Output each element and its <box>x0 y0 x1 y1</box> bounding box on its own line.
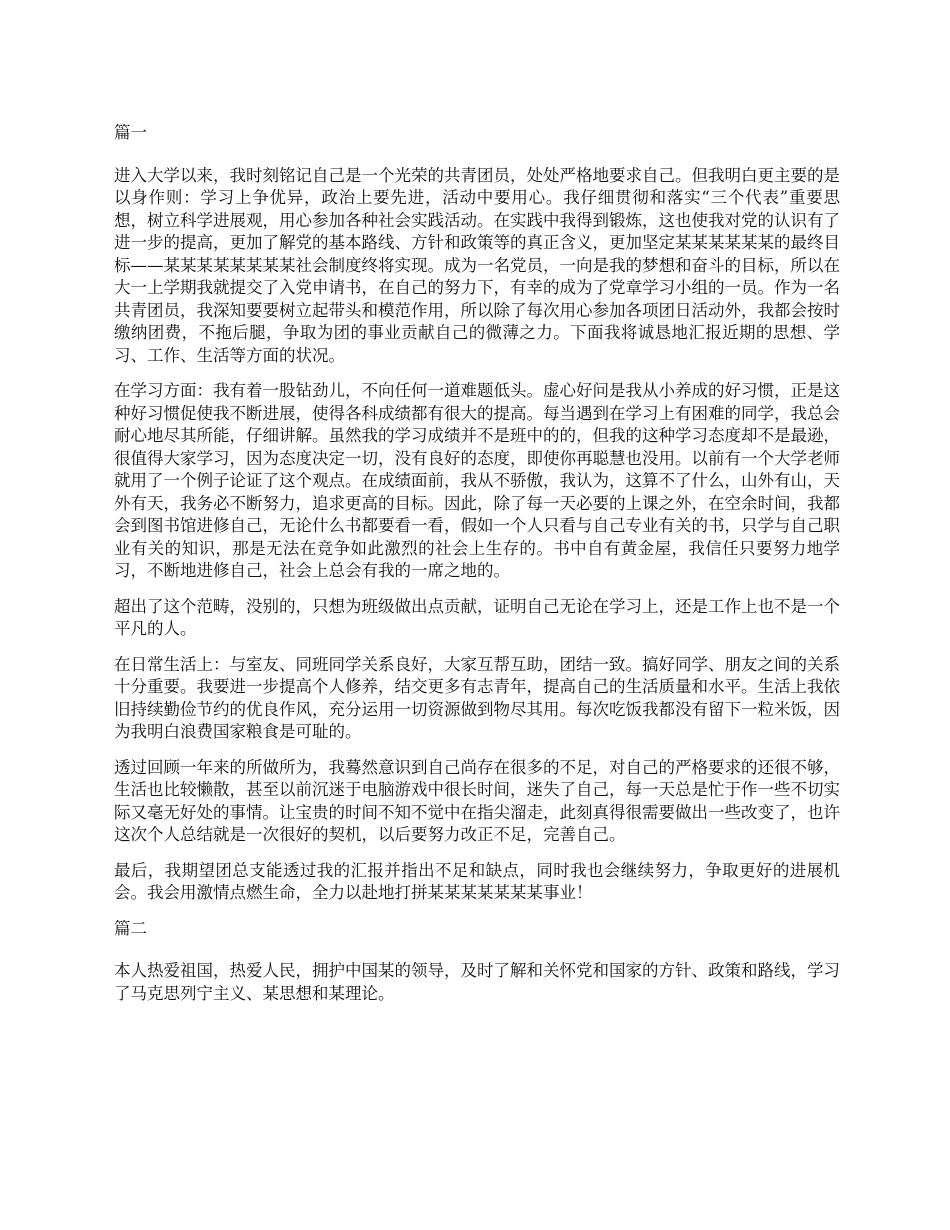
section-heading: 篇二 <box>114 918 147 938</box>
paragraph: 进入大学以来，我时刻铭记自己是一个光荣的共青团员，处处严格地要求自己。但我明白更主要的是以身作则：学习上争优异，政治上要先进，活动中要用心。我仔细贯彻和落实“三个代表”重要思想，树立科学进展观，用心参加各种社会实践活动。在实践中我得到锻炼，这也使我对党的认识有了进一步的提高，更加了解党的基本路线、方针和政策等的真正含义，更加坚定某某某某某某的最终目标——某某某某某某某某社会制度终将实现。成为一名党员，一向是我的梦想和奋斗的目标，所以在大一上学期我就提交了入党申请书，在自己的努力下，有幸的成为了党章学习小组的一员。作为一名共青团员，我深知要要树立起带头和模范作用，所以除了每次用心参加各项团日活动外，我都会按时缴纳团费，不拖后腿，争取为团的事业贡献自己的微薄之力。下面我将诚恳地汇报近期的思想、学习、工作、生活等方面的状况。 <box>114 165 840 365</box>
paragraph: 最后，我期望团总支能透过我的汇报并指出不足和缺点，同时我也会继续努力，争取更好的进展机会。我会用激情点燃生命，全力以赴地打拼某某某某某某某事业！ <box>114 860 840 902</box>
paragraph: 本人热爱祖国，热爱人民，拥护中国某的领导，及时了解和关怀党和国家的方针、政策和路线，学习了马克思列宁主义、某思想和某理论。 <box>114 961 840 1003</box>
paragraph: 透过回顾一年来的所做所为，我蓦然意识到自己尚存在很多的不足，对自己的严格要求的还很不够，生活也比较懒散，甚至以前沉迷于电脑游戏中很长时间，迷失了自己，每一天总是忙于作一些不切实际又毫无好处的事情。让宝贵的时间不知不觉中在指尖溜走，此刻真得很需要做出一些改变了，也许这次个人总结就是一次很好的契机，以后要努力改正不足，完善自己。 <box>114 757 840 844</box>
paragraph: 在日常生活上：与室友、同班同学关系良好，大家互帮互助，团结一致。搞好同学、朋友之间的关系十分重要。我要进一步提高个人修养，结交更多有志青年，提高自己的生活质量和水平。生活上我依旧持续勤俭节约的优良作风，充分运用一切资源做到物尽其用。每次吃饭我都没有留下一粒米饭，因为我明白浪费国家粮食是可耻的。 <box>114 654 840 741</box>
paragraph: 超出了这个范畴，没别的，只想为班级做出点贡献，证明自己无论在学习上，还是工作上也不是一个平凡的人。 <box>114 596 840 638</box>
document-body <box>114 122 840 1018</box>
paragraph: 在学习方面：我有着一股钻劲儿，不向任何一道难题低头。虚心好问是我从小养成的好习惯，正是这种好习惯促使我不断进展，使得各科成绩都有很大的提高。每当遇到在学习上有困难的同学，我总会耐心地尽其所能，仔细讲解。虽然我的学习成绩并不是班中的的，但我的这种学习态度却不是最逊，很值得大家学习，因为态度决定一切，没有良好的态度，即使你再聪慧也没用。以前有一个大学老师就用了一个例子论证了这个观点。在成绩面前，我从不骄傲，我认为，这算不了什么，山外有山，天外有天，我务必不断努力，追求更高的目标。因此，除了每一天必要的上课之外，在空余时间，我都会到图书馆进修自己，无论什么书都要看一看，假如一个人只看与自己专业有关的书，只学与自己职业有关的知识，那是无法在竞争如此激烈的社会上生存的。书中自有黄金屋，我信任只要努力地学习，不断地进修自己，社会上总会有我的一席之地的。 <box>114 381 840 580</box>
section-heading: 篇一 <box>114 123 147 142</box>
